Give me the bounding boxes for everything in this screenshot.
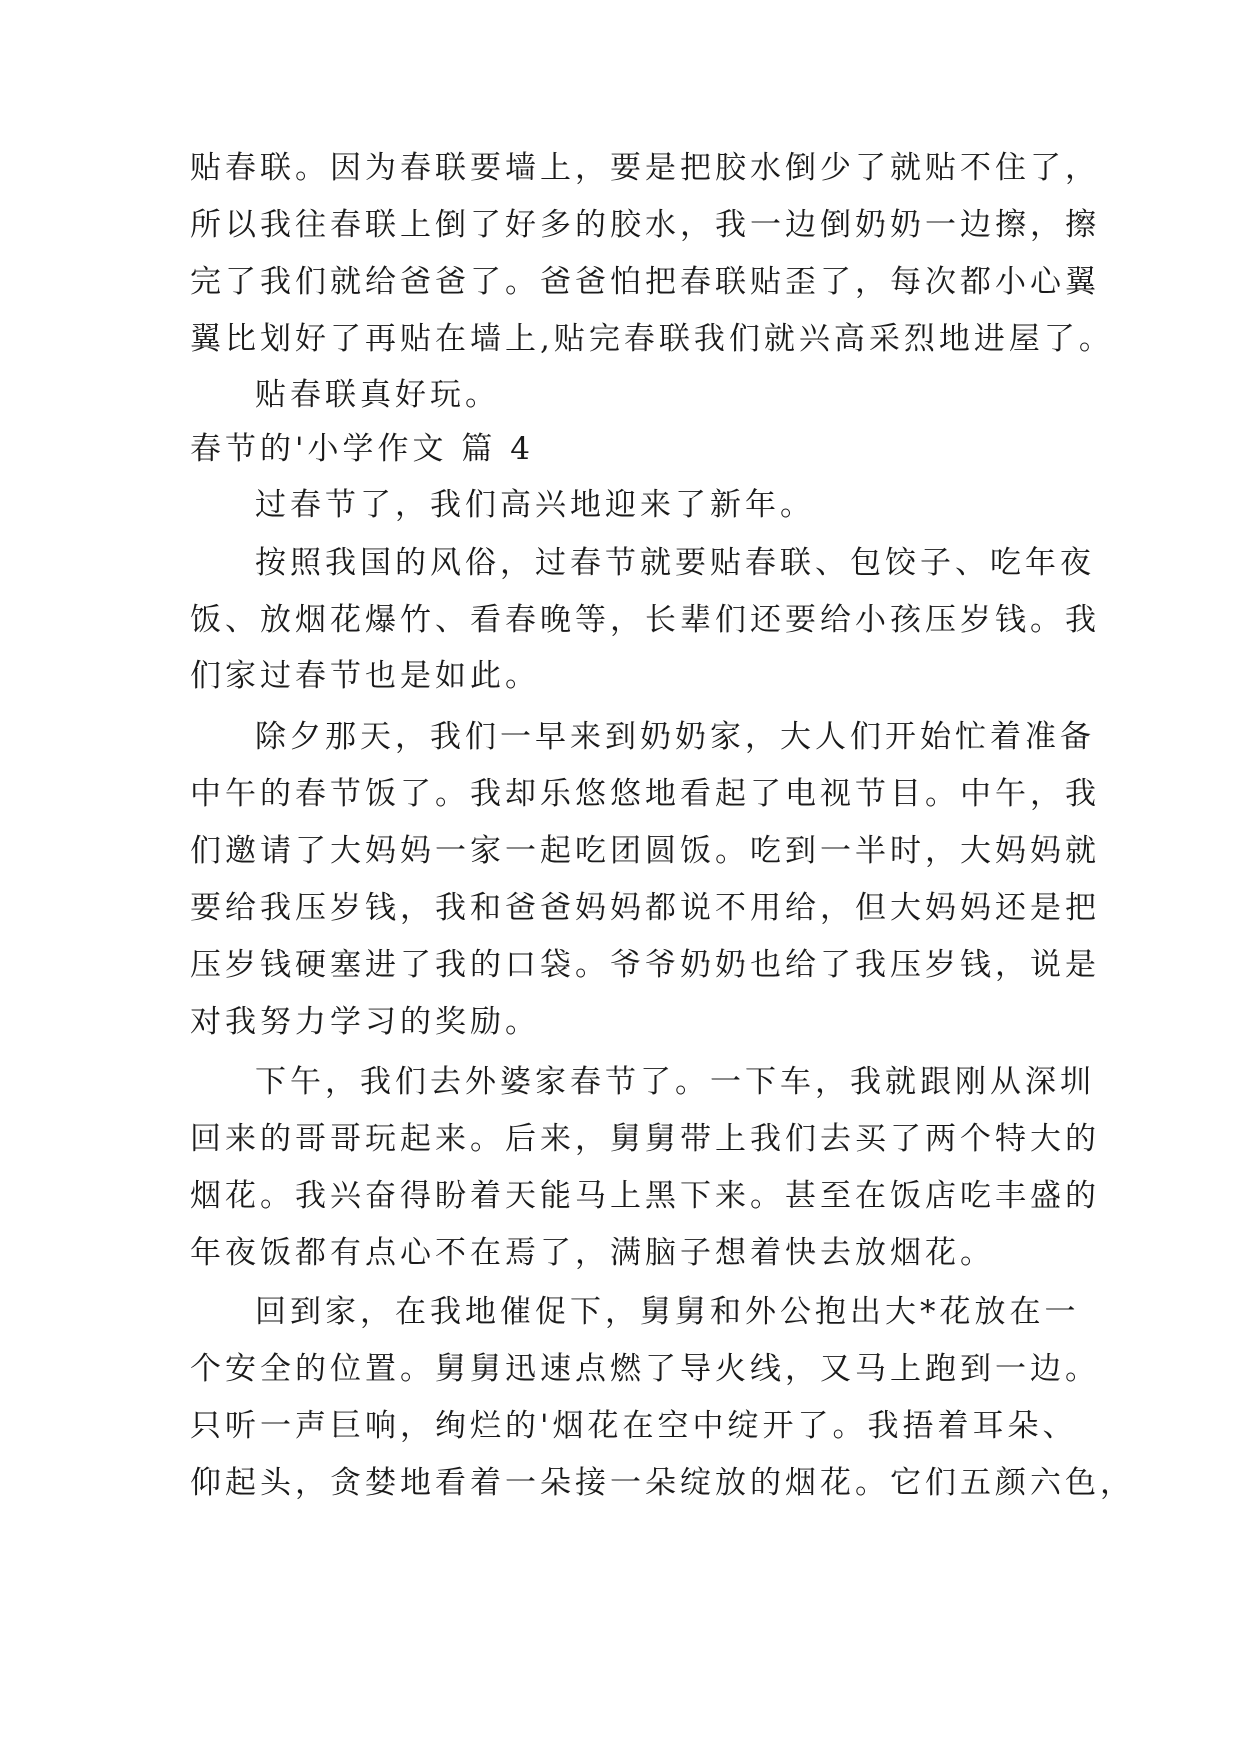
paragraph-line: 按照我国的风俗，过春节就要贴春联、包饺子、吃年夜 [255,545,1095,581]
paragraph-line: 下午，我们去外婆家春节了。一下车，我就跟刚从深圳 [255,1064,1095,1100]
paragraph-line: 年夜饭都有点心不在焉了，满脑子想着快去放烟花。 [190,1235,995,1271]
paragraph-line: 贴春联。因为春联要墙上，要是把胶水倒少了就贴不住了， [190,150,1100,186]
paragraph-line: 对我努力学习的奖励。 [190,1004,540,1040]
paragraph-line: 烟花。我兴奋得盼着天能马上黑下来。甚至在饭店吃丰盛的 [190,1178,1100,1214]
paragraph-line: 个安全的位置。舅舅迅速点燃了导火线，又马上跑到一边。 [190,1351,1100,1387]
paragraph-line: 除夕那天，我们一早来到奶奶家，大人们开始忙着准备 [255,719,1095,755]
paragraph-line: 仰起头，贪婪地看着一朵接一朵绽放的烟花。它们五颜六色， [190,1465,1135,1501]
paragraph-line: 完了我们就给爸爸了。爸爸怕把春联贴歪了，每次都小心翼 [190,264,1100,300]
paragraph-line: 饭、放烟花爆竹、看春晚等，长辈们还要给小孩压岁钱。我 [190,602,1100,638]
section-heading: 春节的'小学作文 篇 4 [190,431,534,467]
paragraph-line: 压岁钱硬塞进了我的口袋。爷爷奶奶也给了我压岁钱，说是 [190,947,1100,983]
paragraph-line: 过春节了，我们高兴地迎来了新年。 [255,487,815,523]
paragraph-line: 回来的哥哥玩起来。后来，舅舅带上我们去买了两个特大的 [190,1121,1100,1157]
paragraph-line: 所以我往春联上倒了好多的胶水，我一边倒奶奶一边擦，擦 [190,207,1100,243]
paragraph-line: 们邀请了大妈妈一家一起吃团圆饭。吃到一半时，大妈妈就 [190,833,1100,869]
paragraph-line: 中午的春节饭了。我却乐悠悠地看起了电视节目。中午，我 [190,776,1100,812]
paragraph-line: 只听一声巨响，绚烂的'烟花在空中绽开了。我捂着耳朵、 [190,1408,1078,1444]
paragraph-line: 要给我压岁钱，我和爸爸妈妈都说不用给，但大妈妈还是把 [190,890,1100,926]
paragraph-line: 们家过春节也是如此。 [190,658,540,694]
paragraph-line: 回到家，在我地催促下，舅舅和外公抱出大*花放在一 [255,1294,1080,1330]
paragraph-line: 贴春联真好玩。 [255,377,500,413]
paragraph-line: 翼比划好了再贴在墙上,贴完春联我们就兴高采烈地进屋了。 [190,321,1114,357]
